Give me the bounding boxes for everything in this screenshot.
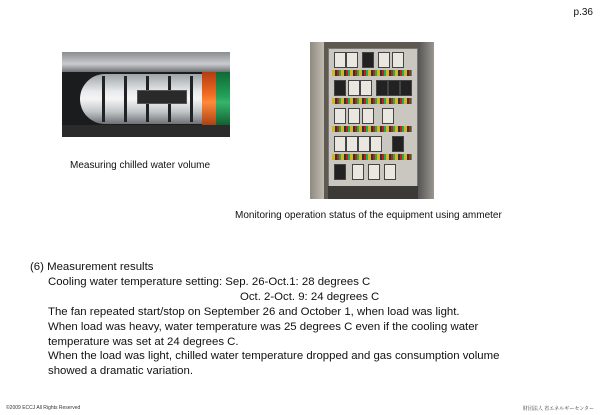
- results-line: When load was heavy, water temperature was 25 degrees C even if the cooling water: [48, 320, 479, 333]
- results-line: When the load was light, chilled water temperature dropped and gas consumption volume: [48, 350, 500, 363]
- results-line: The fan repeated start/stop on September 26 and October 1, when load was light.: [48, 305, 460, 318]
- results-line: temperature was set at 24 degrees C.: [48, 335, 239, 348]
- photo-caption-ammeter: Monitoring operation status of the equipment using ammeter: [235, 210, 502, 221]
- organization-name: 財団法人 省エネルギーセンター: [522, 406, 594, 412]
- measurement-results: [30, 260, 499, 379]
- results-line: Oct. 2-Oct. 9: 24 degrees C: [240, 290, 380, 303]
- results-line: Cooling water temperature setting: Sep. 26-Oct.1: 28 degrees C: [48, 275, 371, 288]
- chilled-water-pipe-photo: [62, 52, 230, 137]
- control-panel-photo: [310, 42, 434, 199]
- page-number: p.36: [573, 7, 593, 18]
- photo-caption-chilled-water: Measuring chilled water volume: [70, 160, 211, 171]
- results-heading: (6) Measurement results: [30, 261, 154, 273]
- copyright-notice: ©2009 ECCJ All Rights Reserved: [6, 405, 81, 411]
- results-line: showed a dramatic variation.: [48, 365, 193, 378]
